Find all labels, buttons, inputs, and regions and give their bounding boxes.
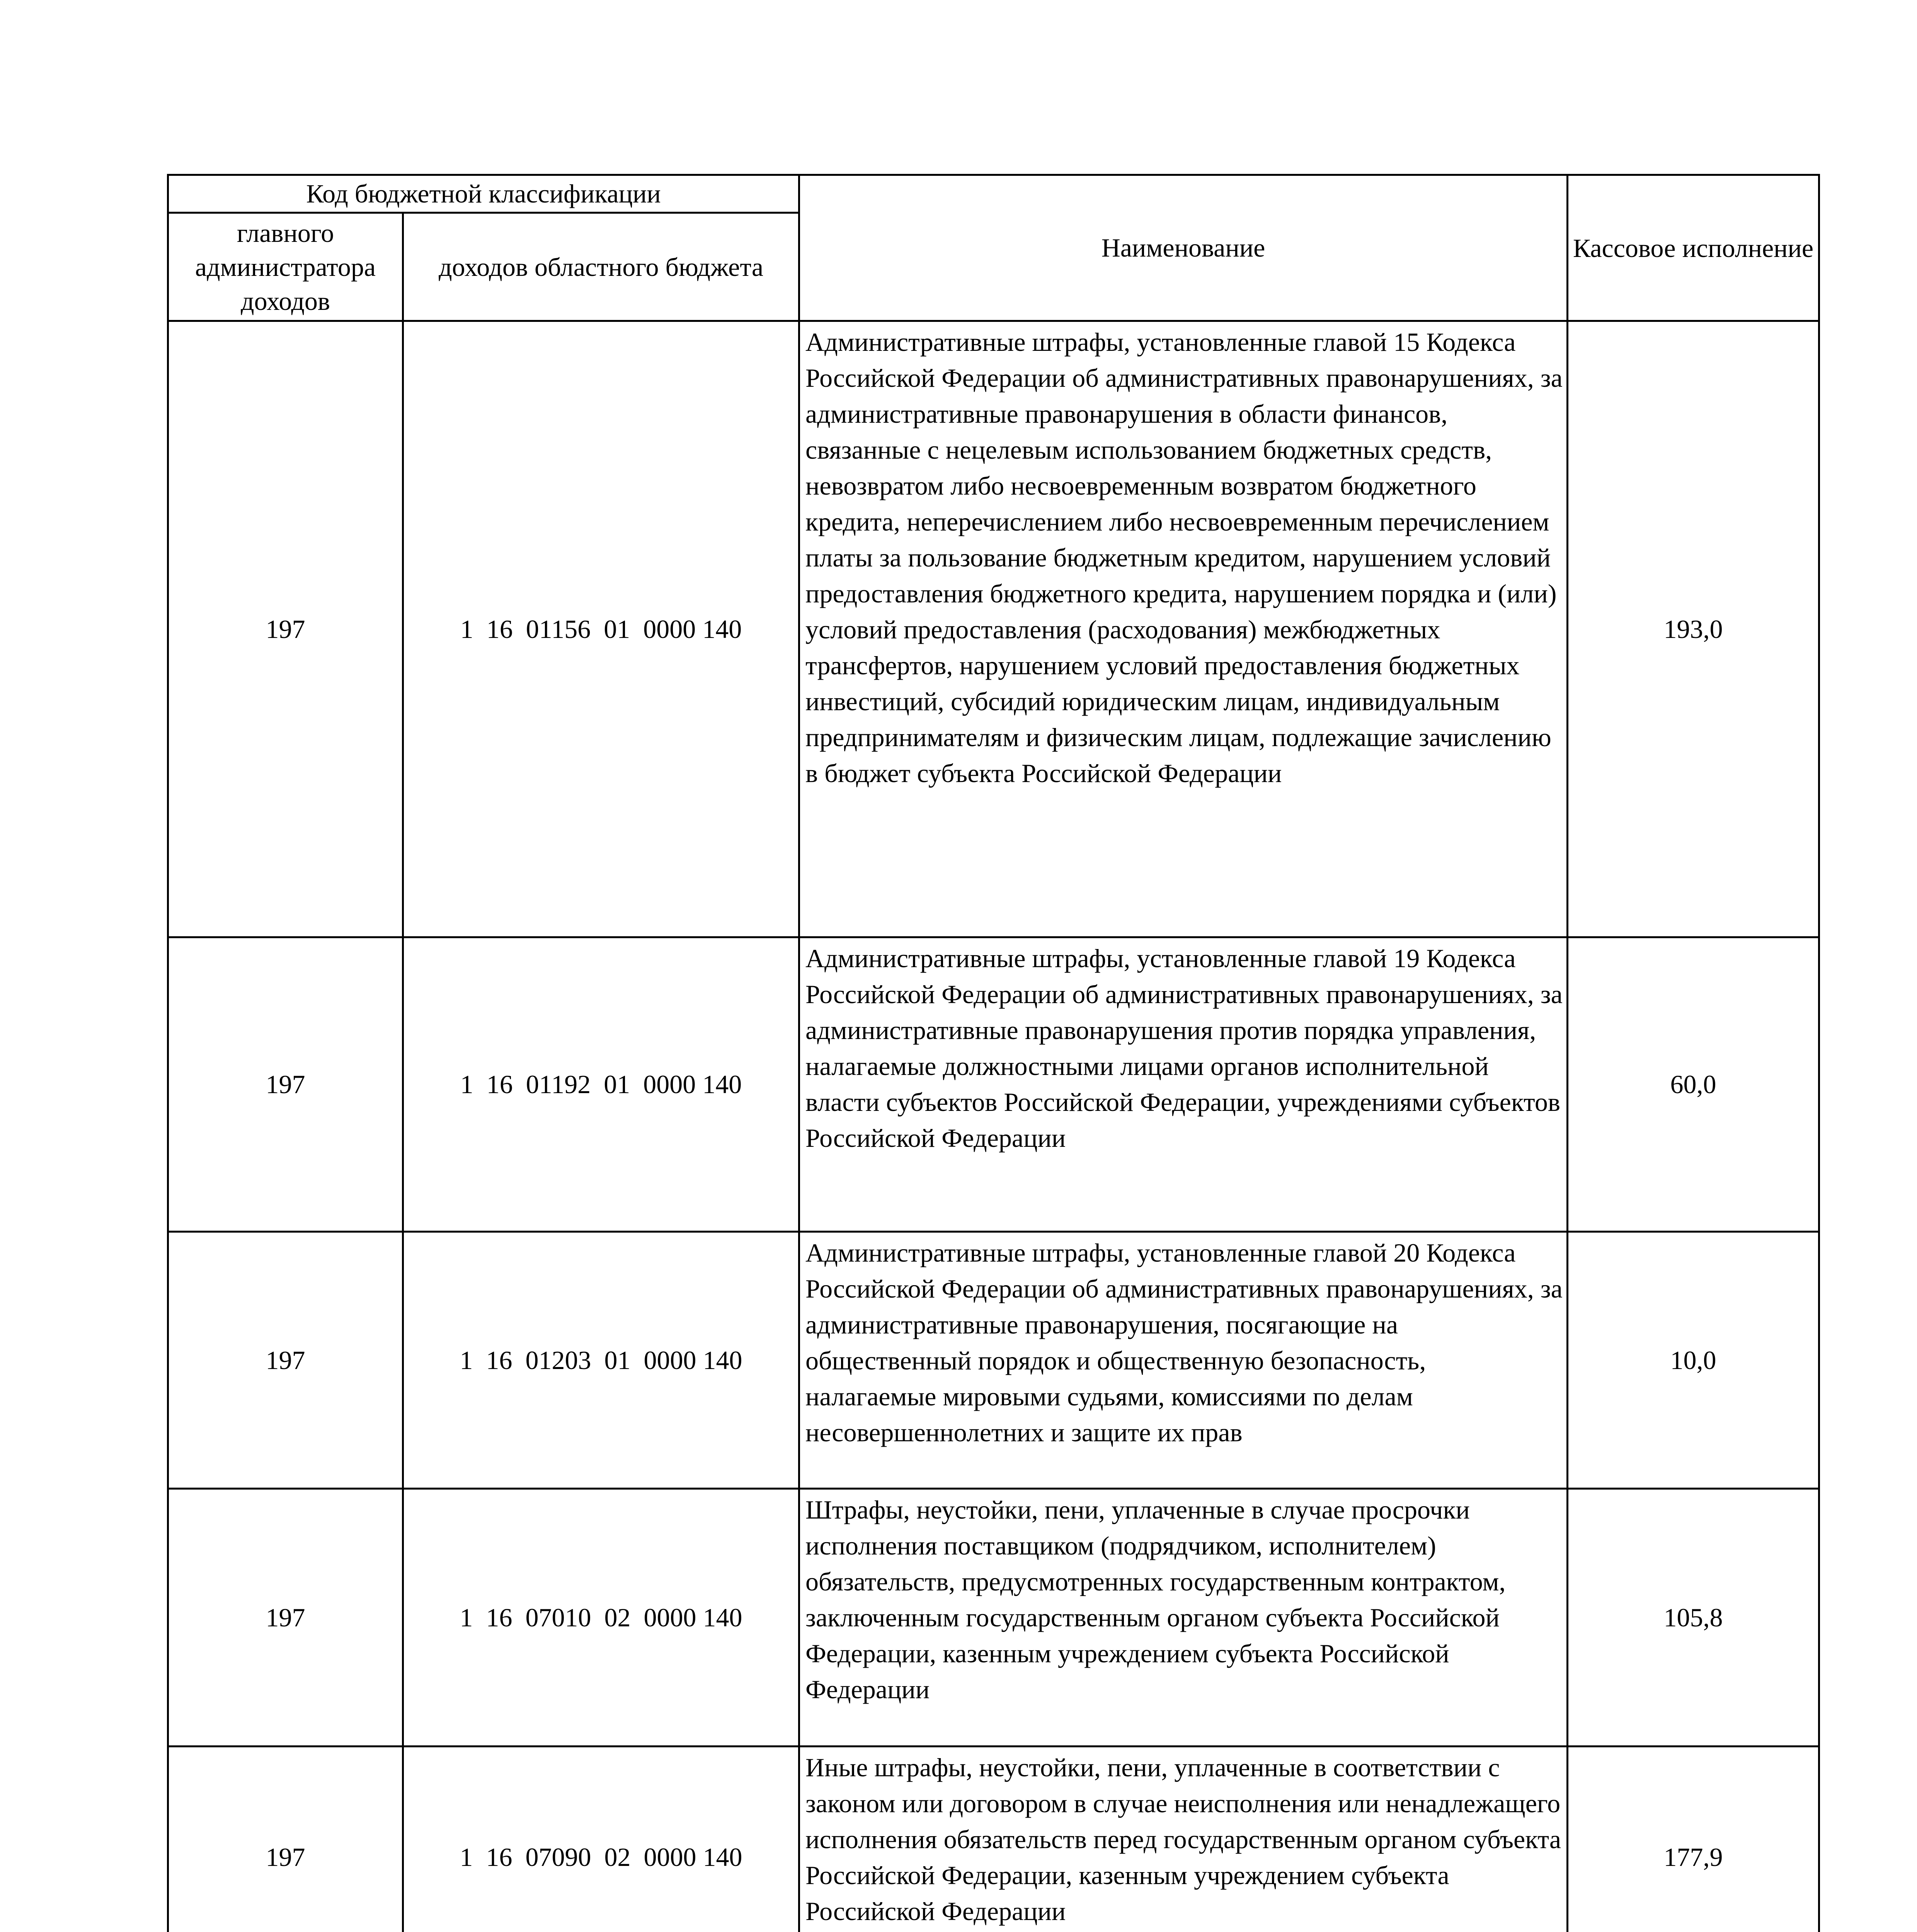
row-name: Штрафы, неустойки, пени, уплаченные в случае просрочки исполнения поставщиком (подрядчиком, исполнителем) обязательств, предусмотренных государственным контрактом, заключенным государственным органом субъекта Российской Федерации, казенным учреждением субъекта Российской Федерации [799,1489,1568,1747]
row-code: 1 16 01192 01 0000 140 [403,937,799,1232]
row-code: 1 16 01156 01 0000 140 [403,321,799,937]
table-row [168,937,1819,1232]
row-amount: 177,9 [1568,1747,1819,1932]
row-code: 1 16 07010 02 0000 140 [403,1489,799,1747]
header-income: доходов областного бюджета [403,213,799,321]
header-admin: главного администратора доходов [168,213,403,321]
header-row-group [168,175,1819,213]
row-admin: 197 [168,1232,403,1489]
header-amount: Кассовое исполнение [1568,175,1819,321]
table-row [168,1747,1819,1932]
row-admin: 197 [168,1747,403,1932]
header-group-title: Код бюджетной классификации [168,175,799,213]
row-amount: 60,0 [1568,937,1819,1232]
row-code: 1 16 01203 01 0000 140 [403,1232,799,1489]
row-amount: 10,0 [1568,1232,1819,1489]
header-name: Наименование [799,175,1568,321]
row-admin: 197 [168,1489,403,1747]
row-admin: 197 [168,321,403,937]
row-name: Административные штрафы, установленные главой 19 Кодекса Российской Федерации об административных правонарушениях, за административные правонарушения против порядка управления, налагаемые должностными лицами органов исполнительной власти субъектов Российской Федерации, учреждениями субъектов Российской Федерации [799,937,1568,1232]
table-row [168,321,1819,937]
row-amount: 193,0 [1568,321,1819,937]
table-row [168,1232,1819,1489]
row-name: Административные штрафы, установленные главой 15 Кодекса Российской Федерации об административных правонарушениях, за административные правонарушения в области финансов, связанные с нецелевым использованием бюджетных средств, невозвратом либо несвоевременным возвратом бюджетного кредита, неперечислением либо несвоевременным перечислением платы за пользование бюджетным кредитом, нарушением условий предоставления бюджетного кредита, нарушением порядка и (или) условий предоставления (расходования) межбюджетных трансфертов, нарушением условий предоставления бюджетных инвестиций, субсидий юридическим лицам, индивидуальным предпринимателям и физическим лицам, подлежащие зачислению в бюджет субъекта Российской Федерации [799,321,1568,937]
row-name: Иные штрафы, неустойки, пени, уплаченные в соответствии с законом или договором в случае неисполнения или ненадлежащего исполнения обязательств перед государственным органом субъекта Российской Федерации, казенным учреждением субъекта Российской Федерации [799,1747,1568,1932]
row-admin: 197 [168,937,403,1232]
row-amount: 105,8 [1568,1489,1819,1747]
row-name: Административные штрафы, установленные главой 20 Кодекса Российской Федерации об административных правонарушениях, за административные правонарушения, посягающие на общественный порядок и общественную безопасность, налагаемые мировыми судьями, комиссиями по делам несовершеннолетних и защите их прав [799,1232,1568,1489]
table-row [168,1489,1819,1747]
row-code: 1 16 07090 02 0000 140 [403,1747,799,1932]
budget-table [167,174,1820,1932]
